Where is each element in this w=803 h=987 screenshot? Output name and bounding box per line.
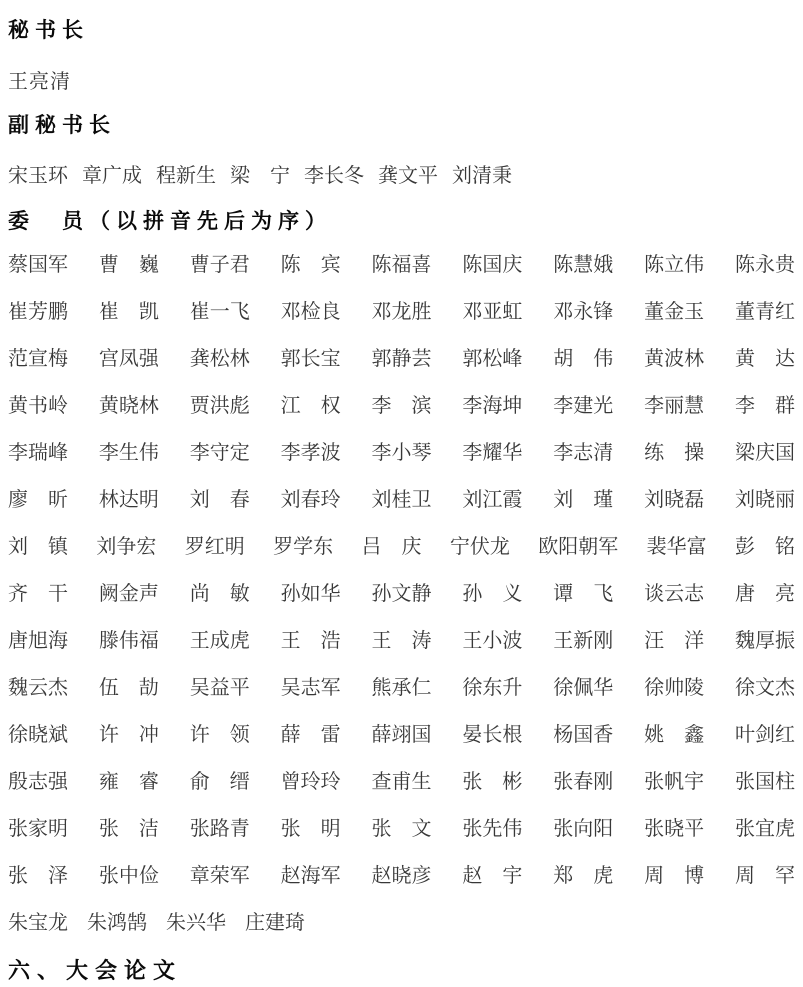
person-name: 查甫生 [371,771,432,793]
next-section-heading: 六、大会论文 [8,958,183,983]
person-name: 阙金声 [98,583,159,605]
person-name: 李志清 [553,442,614,464]
person-name: 刘 春 [189,489,250,511]
person-name: 宋玉环 [8,165,68,187]
person-name: 吴益平 [189,677,250,699]
person-name: 赵 宇 [462,865,523,887]
person-name: 叶剑红 [735,724,795,746]
person-name: 李瑞峰 [8,442,68,464]
person-name: 朱兴华 [166,912,226,934]
members-heading: 委 员（以拼音先后为序） [8,210,332,233]
person-name: 陈慧娥 [553,254,614,276]
person-name: 黄书岭 [8,395,68,417]
person-name: 张家明 [8,818,68,840]
person-name: 李丽慧 [644,395,705,417]
person-name: 宁伏龙 [449,536,510,558]
person-name: 姚 鑫 [644,724,705,746]
person-name: 徐文杰 [735,677,795,699]
person-name: 张宜虎 [735,818,795,840]
person-name: 徐东升 [462,677,523,699]
member-row [8,396,795,443]
person-name: 蔡国军 [8,254,68,276]
person-name: 章荣军 [189,865,250,887]
person-name: 张向阳 [553,818,614,840]
person-name: 裴华富 [646,536,707,558]
person-name: 张 彬 [462,771,523,793]
person-name: 陈福喜 [371,254,432,276]
person-name: 郑 虎 [553,865,614,887]
person-name: 谈云志 [644,583,705,605]
deputy-secretary-general-names [8,166,795,186]
person-name: 张晓平 [644,818,705,840]
person-name: 庄建琦 [245,912,305,934]
person-name: 王 涛 [371,630,432,652]
person-name: 李耀华 [462,442,523,464]
person-name: 唐旭海 [8,630,68,652]
person-name: 许 领 [189,724,250,746]
person-name: 张中俭 [98,865,159,887]
person-name: 刘桂卫 [371,489,432,511]
person-name: 杨国香 [553,724,614,746]
person-name: 滕伟福 [98,630,159,652]
person-name: 欧阳朝军 [538,536,619,558]
person-name: 胡 伟 [553,348,614,370]
person-name: 陈国庆 [462,254,523,276]
person-name: 王成虎 [189,630,250,652]
person-name: 练 操 [644,442,705,464]
person-name: 薛 雷 [280,724,341,746]
person-name: 赵晓彦 [371,865,432,887]
person-name: 张帆宇 [644,771,705,793]
person-name: 李生伟 [98,442,159,464]
person-name: 彭 铭 [735,536,795,558]
person-name: 徐佩华 [553,677,614,699]
person-name: 邓亚虹 [462,301,523,323]
deputy-secretary-general-heading: 副秘书长 [8,114,116,137]
person-name: 张 洁 [98,818,159,840]
person-name: 黄 达 [735,348,795,370]
member-name-list [8,255,795,960]
person-name: 黄波林 [644,348,705,370]
person-name: 程新生 [156,165,216,187]
member-row [8,866,795,913]
person-name: 董青红 [735,301,795,323]
person-name: 王 浩 [280,630,341,652]
person-name: 龚松林 [189,348,250,370]
secretary-general-heading: 秘书长 [8,19,89,42]
member-row [8,913,795,960]
person-name: 梁庆国 [735,442,795,464]
person-name: 李长冬 [304,165,364,187]
person-name: 刘争宏 [96,536,157,558]
member-row [8,490,795,537]
person-name: 江 权 [280,395,341,417]
person-name: 龚文平 [378,165,438,187]
person-name: 唐 亮 [735,583,795,605]
person-name: 章广成 [82,165,142,187]
member-row [8,631,795,678]
person-name: 李海坤 [462,395,523,417]
person-name: 齐 干 [8,583,68,605]
person-name: 张春刚 [553,771,614,793]
person-name: 廖 昕 [8,489,68,511]
member-row [8,443,795,490]
person-name: 黄晓林 [98,395,159,417]
person-name: 罗学东 [273,536,334,558]
person-name: 崔一飞 [189,301,250,323]
person-name: 徐晓斌 [8,724,68,746]
person-name: 赵海军 [280,865,341,887]
person-name: 刘清秉 [452,165,512,187]
person-name: 伍 劼 [98,677,159,699]
person-name: 王新刚 [553,630,614,652]
person-name: 郭松峰 [462,348,523,370]
person-name: 李孝波 [280,442,341,464]
person-name: 刘 瑾 [553,489,614,511]
member-row [8,819,795,866]
person-name: 孙文静 [371,583,432,605]
person-name: 朱鸿鹄 [87,912,147,934]
member-row [8,772,795,819]
person-name: 周 罕 [735,865,795,887]
person-name: 宫凤强 [98,348,159,370]
person-name: 熊承仁 [371,677,432,699]
person-name: 刘春玲 [280,489,341,511]
person-name: 张先伟 [462,818,523,840]
person-name: 周 博 [644,865,705,887]
member-row [8,302,795,349]
person-name: 李守定 [189,442,250,464]
person-name: 刘 镇 [8,536,68,558]
person-name: 刘江霞 [462,489,523,511]
person-name: 雍 睿 [98,771,159,793]
person-name: 陈立伟 [644,254,705,276]
person-name: 李 滨 [371,395,432,417]
person-name: 孙如华 [280,583,341,605]
person-name: 李建光 [553,395,614,417]
person-name: 徐帅陵 [644,677,705,699]
person-name: 张 明 [280,818,341,840]
person-name: 殷志强 [8,771,68,793]
person-name: 谭 飞 [553,583,614,605]
person-name: 林达明 [98,489,159,511]
member-row [8,255,795,302]
member-row [8,678,795,725]
person-name: 邓检良 [280,301,341,323]
member-row [8,725,795,772]
person-name: 刘晓磊 [644,489,705,511]
person-name: 李 群 [735,395,795,417]
person-name: 魏云杰 [8,677,68,699]
person-name: 吕 庆 [361,536,422,558]
person-name: 范宣梅 [8,348,68,370]
person-name: 张路青 [189,818,250,840]
person-name: 尚 敏 [189,583,250,605]
person-name: 晏长根 [462,724,523,746]
person-name: 孙 义 [462,583,523,605]
person-name: 张 文 [371,818,432,840]
person-name: 崔芳鹏 [8,301,68,323]
person-name: 邓永锋 [553,301,614,323]
person-name: 薛翊国 [371,724,432,746]
person-name: 郭长宝 [280,348,341,370]
person-name: 罗红明 [184,536,245,558]
person-name: 魏厚振 [735,630,795,652]
person-name: 李小琴 [371,442,432,464]
person-name: 王小波 [462,630,523,652]
member-row [8,537,795,584]
person-name: 曹子君 [189,254,250,276]
person-name: 张 泽 [8,865,68,887]
person-name: 汪 洋 [644,630,705,652]
person-name: 梁 宁 [230,165,290,187]
person-name: 许 冲 [98,724,159,746]
person-name: 曾玲玲 [280,771,341,793]
person-name: 贾洪彪 [189,395,250,417]
person-name: 崔 凯 [98,301,159,323]
person-name: 曹 巍 [98,254,159,276]
member-row [8,584,795,631]
person-name: 郭静芸 [371,348,432,370]
person-name: 俞 缙 [189,771,250,793]
person-name: 朱宝龙 [8,912,68,934]
person-name: 吴志军 [280,677,341,699]
member-row [8,349,795,396]
person-name: 陈永贵 [735,254,795,276]
person-name: 张国柱 [735,771,795,793]
secretary-general-name: 王亮清 [8,71,71,93]
person-name: 刘晓丽 [735,489,795,511]
person-name: 陈 宾 [280,254,341,276]
person-name: 董金玉 [644,301,705,323]
person-name: 邓龙胜 [371,301,432,323]
